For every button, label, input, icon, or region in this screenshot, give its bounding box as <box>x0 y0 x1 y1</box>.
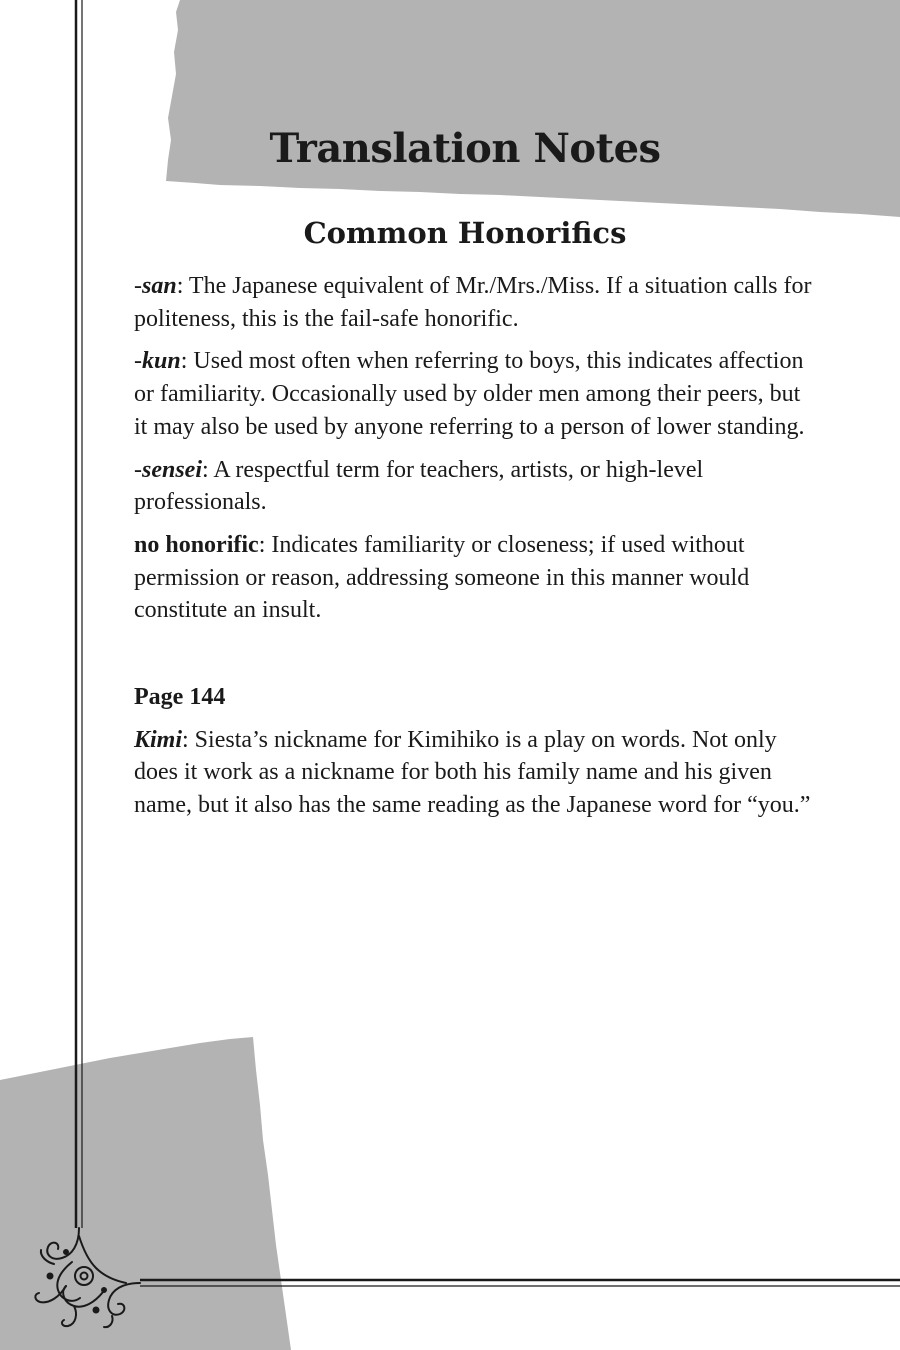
term-sensei: sensei <box>142 456 202 483</box>
term-kun: kun <box>142 348 181 375</box>
term-no-honorific: no honorific <box>134 531 259 558</box>
honorific-entry-no-honorific <box>134 529 814 627</box>
note-entry-kimi <box>134 724 814 822</box>
term-prefix: - <box>134 273 142 299</box>
definition-sensei: : A respectful term for teachers, artists, or high-level professionals. <box>134 456 704 516</box>
page-reference: Page 144 <box>134 684 226 711</box>
honorific-entry-kun <box>134 345 814 443</box>
page-title: Translation Notes <box>269 125 661 172</box>
definition-san: : The Japanese equivalent of Mr./Mrs./Miss. If a situation calls for politeness, this is the fail-safe honorific. <box>134 273 812 332</box>
section-heading: Common Honorifics <box>303 216 627 250</box>
term-kimi: Kimi <box>134 726 183 753</box>
definition-kun: : Used most often when referring to boys, this indicates affection or familiarity. Occasionally used by older men among their peers, but it may also be used by anyone referring to a person of lower standing. <box>134 348 805 440</box>
notes-content <box>134 270 814 832</box>
top-torn-paper-band <box>166 0 900 217</box>
term-prefix: - <box>134 456 142 483</box>
definition-kimi: : Siesta’s nickname for Kimihiko is a play on words. Not only does it work as a nickname for both his family name and his given name, but it also has the same reading as the Japanese word for “you.” <box>134 726 811 819</box>
term-san: san <box>142 273 177 299</box>
honorific-entry-san <box>134 270 814 335</box>
definition-no-honorific: : Indicates familiarity or closeness; if used without permission or reason, addressing someone in this manner would constitute an insult. <box>134 531 750 624</box>
term-prefix: - <box>134 348 142 375</box>
honorific-entry-sensei <box>134 454 814 519</box>
